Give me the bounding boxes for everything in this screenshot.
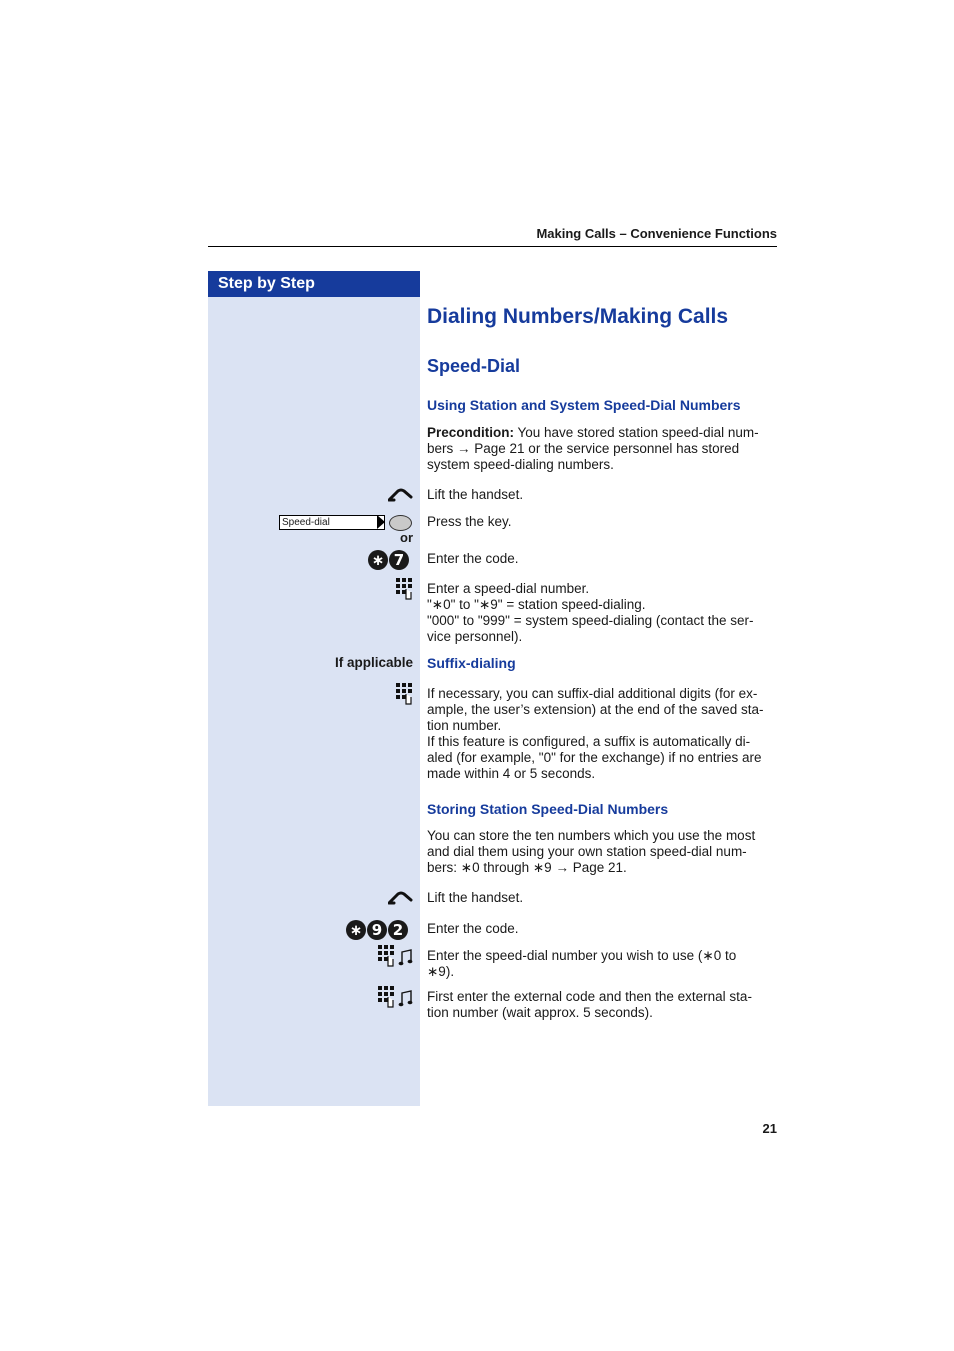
step-enter-code-2: Enter the code. (427, 921, 519, 936)
step-press-key: Press the key. (427, 514, 512, 529)
header-rule (208, 246, 777, 247)
star-key-icon: ∗ (346, 920, 366, 940)
code-keys-star-7 (367, 550, 409, 570)
subsection-storing: Storing Station Speed-Dial Numbers (427, 801, 669, 817)
sidebar-title: Step by Step (208, 271, 420, 297)
step-sidebar (208, 271, 420, 1106)
speed-dial-key-label[interactable]: Speed-dial (279, 515, 385, 530)
speed-dial-key-button[interactable] (389, 515, 412, 531)
subsection-suffix: Suffix-dialing (427, 655, 516, 671)
digit-key-icon: 2 (388, 920, 408, 940)
key-pointer-icon (377, 515, 385, 529)
storing-text: You can store the ten numbers which you use the most and dial them using your own station speed-dial num- bers: ∗0 through ∗9 → Page 21. (427, 828, 756, 875)
tone-icon (398, 949, 414, 967)
running-header: Making Calls – Convenience Functions (536, 226, 777, 241)
section-title: Speed-Dial (427, 356, 521, 376)
handset-lift-icon (388, 487, 413, 503)
tone-icon (398, 990, 414, 1008)
suffix-text: If necessary, you can suffix-dial additional digits (for ex- ample, the user’s extension) at the end of the saved sta- tion number. If this feature is configured, a suffix is automatically di- aled (for example, "0" for the exchange) if no entries are made within 4 or 5 seconds. (427, 686, 764, 781)
precondition-label: Precondition: (427, 425, 514, 440)
if-applicable-label: If applicable (334, 655, 413, 670)
keypad-icon (377, 985, 395, 1009)
page-number: 21 (762, 1121, 777, 1136)
page-title: Dialing Numbers/Making Calls (427, 305, 729, 328)
star-key-icon: ∗ (368, 550, 388, 570)
digit-key-icon: 9 (367, 920, 387, 940)
digit-key-icon: 7 (389, 550, 409, 570)
or-label: or (400, 530, 413, 545)
code-keys-star-9-2 (345, 920, 408, 940)
keypad-icon (395, 682, 413, 706)
keypad-icon (395, 577, 413, 601)
step-enter-number: Enter a speed-dial number. "∗0" to "∗9" = station speed-dialing. "000" to "999" = system speed-dialing (contact the ser- vice personnel). (427, 581, 754, 644)
step-enter-sd-number: Enter the speed-dial number you wish to use (∗0 to ∗9). (427, 948, 737, 979)
step-lift-handset: Lift the handset. (427, 487, 524, 502)
precondition-text: Precondition: You have stored station speed-dial num- bers → Page 21 or the service personnel has stored system speed-dialing numbers. (427, 425, 759, 472)
step-lift-handset-2: Lift the handset. (427, 890, 524, 905)
subsection-using: Using Station and System Speed-Dial Numbers (427, 397, 741, 413)
step-first-enter-external: First enter the external code and then the external sta- tion number (wait approx. 5 seconds). (427, 989, 752, 1020)
keypad-icon (377, 944, 395, 968)
handset-lift-icon (388, 890, 413, 906)
step-enter-code-1: Enter the code. (427, 551, 519, 566)
